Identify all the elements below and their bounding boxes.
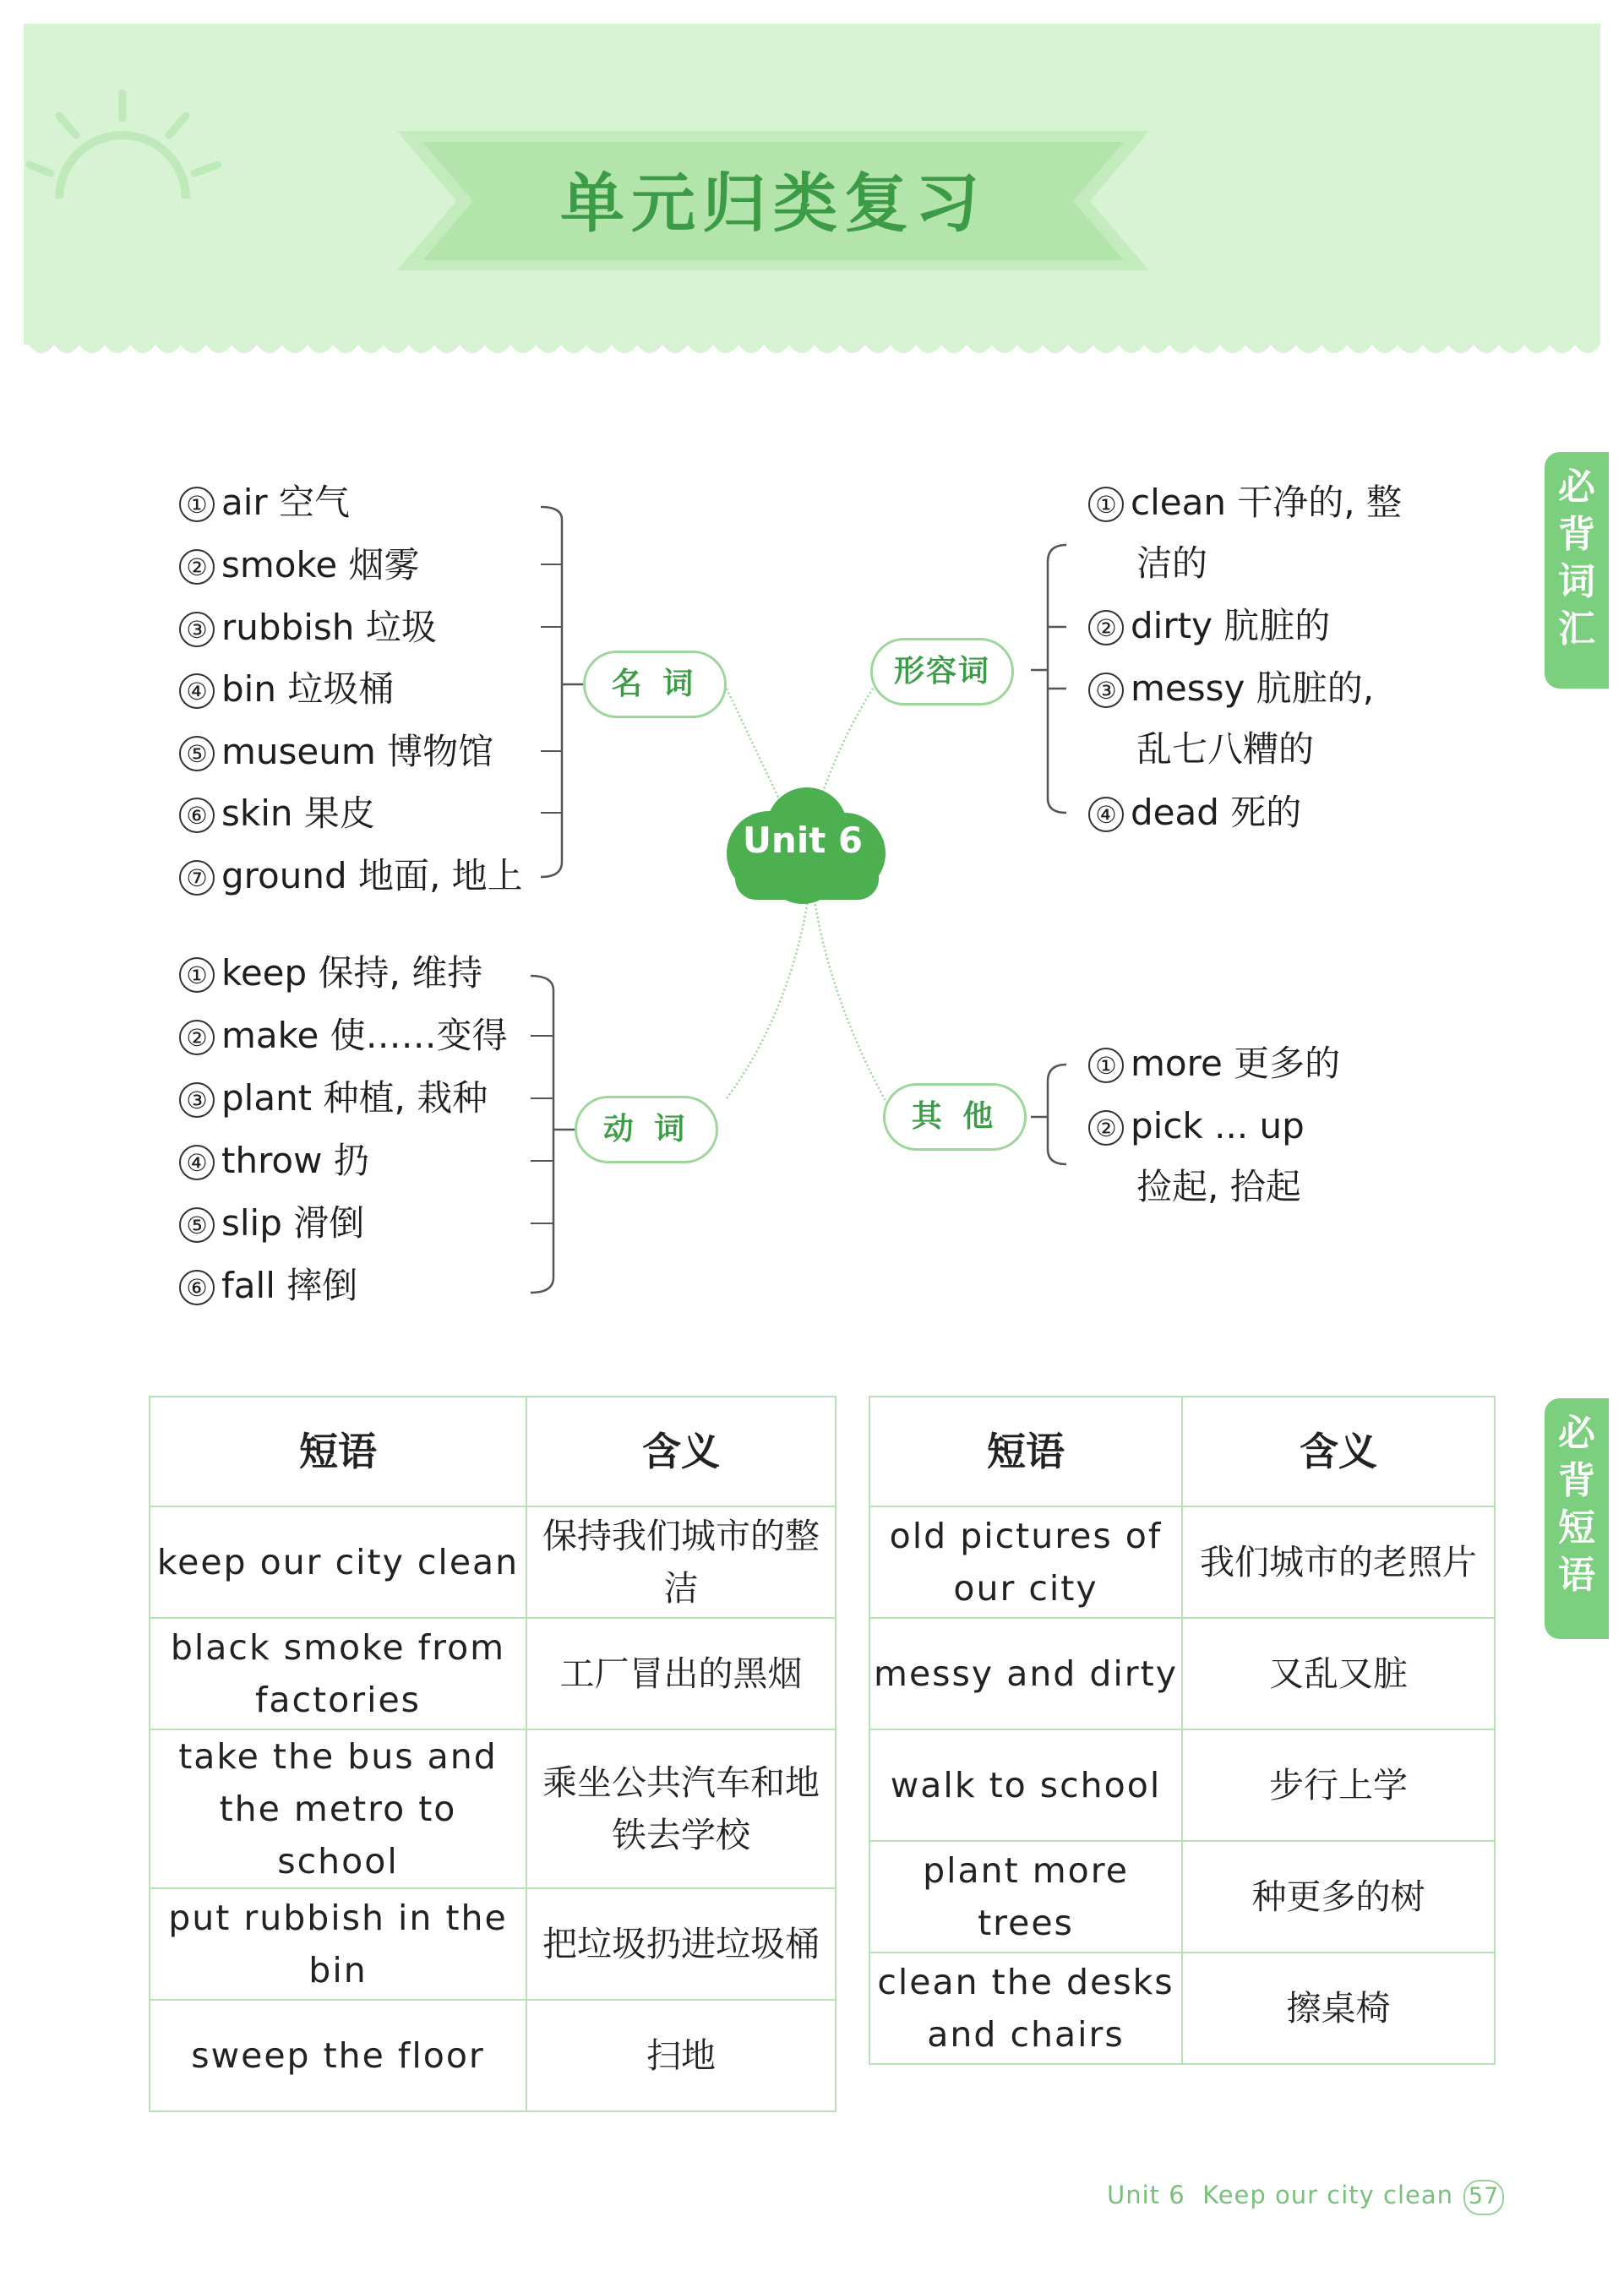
phrase-cell: walk to school: [869, 1729, 1182, 1841]
meaning-cell: 扫地: [526, 2000, 836, 2111]
item-text: ground 地面, 地上: [221, 855, 523, 896]
verb-item: [179, 1076, 488, 1121]
table-row: [150, 2000, 836, 2111]
meaning-cell: 又乱又脏: [1182, 1618, 1495, 1729]
meaning-cell: 把垃圾扔进垃圾桶: [526, 1888, 836, 2000]
phrase-table-left: [149, 1396, 837, 2112]
table-row: [869, 1952, 1495, 2064]
verb-item: [179, 1263, 357, 1309]
phrase-cell: clean the desks and chairs: [869, 1952, 1182, 2064]
adjective-item-continued: [1136, 727, 1314, 772]
table-row: [150, 1618, 836, 1729]
noun-item: [179, 729, 493, 775]
other-item: [1088, 1103, 1305, 1149]
item-number: ⑥: [179, 798, 215, 833]
item-number: ⑥: [179, 1270, 215, 1305]
item-text: bin 垃圾桶: [221, 668, 395, 710]
side-tab-phrases: [1545, 1398, 1609, 1639]
adjective-item: [1088, 666, 1374, 711]
item-number: ③: [179, 612, 215, 647]
other-item-continued: [1136, 1164, 1301, 1210]
adjective-item: [1088, 603, 1330, 649]
noun-item: [179, 542, 420, 588]
meaning-cell: 乘坐公共汽车和地铁去学校: [526, 1729, 836, 1888]
item-text: throw 扔: [221, 1140, 369, 1181]
phrase-cell: take the bus and the metro to school: [150, 1729, 526, 1888]
footer-unit-title: Unit 6 Keep our city clean: [1107, 2181, 1454, 2209]
item-text: 洁的: [1136, 542, 1208, 584]
item-text: messy 肮脏的,: [1131, 667, 1375, 709]
table-row: [869, 1729, 1495, 1841]
table-row: [869, 1506, 1495, 1618]
item-text: dead 死的: [1131, 792, 1302, 833]
table-row: [150, 1888, 836, 2000]
item-text: skin 果皮: [221, 792, 375, 834]
node-others: 其 他: [883, 1083, 1027, 1151]
page-footer: [1107, 2180, 1504, 2215]
item-number: ⑦: [179, 860, 215, 896]
item-number: ①: [179, 487, 215, 522]
item-number: ①: [1088, 1048, 1124, 1083]
meaning-cell: 工厂冒出的黑烟: [526, 1618, 836, 1729]
adjective-item-continued: [1136, 541, 1207, 586]
phrase-cell: old pictures of our city: [869, 1506, 1182, 1618]
item-text: keep 保持, 维持: [221, 952, 483, 994]
verb-item: [179, 1138, 369, 1184]
item-number: ⑤: [179, 736, 215, 771]
phrase-cell: black smoke from factories: [150, 1618, 526, 1729]
side-tab-vocabulary-label: 必背词汇: [1558, 466, 1595, 651]
item-text: pick ... up: [1131, 1105, 1305, 1146]
item-number: ⑤: [179, 1207, 215, 1243]
phrase-cell: put rubbish in the bin: [150, 1888, 526, 2000]
item-number: ④: [1088, 797, 1124, 832]
phrase-cell: plant more trees: [869, 1841, 1182, 1952]
item-text: rubbish 垃圾: [221, 607, 437, 648]
meaning-cell: 保持我们城市的整洁: [526, 1506, 836, 1618]
column-header-phrase: 短语: [869, 1397, 1182, 1506]
item-text: dirty 肮脏的: [1131, 605, 1331, 646]
item-number: ①: [179, 957, 215, 993]
item-text: 乱七八糟的: [1136, 728, 1315, 770]
item-text: plant 种植, 栽种: [221, 1077, 488, 1119]
item-number: ③: [179, 1082, 215, 1118]
item-number: ②: [179, 1020, 215, 1055]
page-title: 单元归类复习: [560, 166, 986, 241]
phrase-cell: keep our city clean: [150, 1506, 526, 1618]
phrase-cell: messy and dirty: [869, 1618, 1182, 1729]
meaning-cell: 种更多的树: [1182, 1841, 1495, 1952]
item-number: ④: [179, 1145, 215, 1180]
meaning-cell: 步行上学: [1182, 1729, 1495, 1841]
item-number: ④: [179, 673, 215, 709]
table-header-row: [869, 1397, 1495, 1506]
node-adjectives: 形容词: [870, 638, 1014, 705]
noun-item: [179, 480, 350, 526]
column-header-phrase: 短语: [150, 1397, 526, 1506]
item-text: fall 摔倒: [221, 1265, 358, 1306]
item-text: museum 博物馆: [221, 731, 494, 772]
item-text: air 空气: [221, 482, 351, 523]
phrase-table-right: [869, 1396, 1496, 2065]
item-text: clean 干净的, 整: [1131, 482, 1403, 523]
unit-center-label: Unit 6: [742, 820, 864, 861]
item-number: ②: [1088, 610, 1124, 645]
table-header-row: [150, 1397, 836, 1506]
node-verbs: 动 词: [575, 1096, 718, 1163]
item-text: more 更多的: [1131, 1043, 1341, 1084]
table-row: [869, 1841, 1495, 1952]
column-header-meaning: 含义: [526, 1397, 836, 1506]
item-number: ②: [179, 549, 215, 585]
meaning-cell: 我们城市的老照片: [1182, 1506, 1495, 1618]
adjective-item: [1088, 480, 1402, 526]
table-row: [150, 1506, 836, 1618]
item-number: ①: [1088, 487, 1124, 522]
verb-item: [179, 1201, 364, 1246]
item-text: 捡起, 拾起: [1136, 1166, 1301, 1207]
meaning-cell: 擦桌椅: [1182, 1952, 1495, 2064]
noun-item: [179, 791, 375, 836]
noun-item: [179, 667, 394, 712]
phrase-cell: sweep the floor: [150, 2000, 526, 2111]
verb-item: [179, 950, 482, 996]
table-row: [150, 1729, 836, 1888]
item-text: slip 滑倒: [221, 1202, 365, 1244]
verb-item: [179, 1013, 508, 1059]
noun-item: [179, 605, 437, 651]
node-nouns: 名 词: [583, 651, 727, 718]
item-number: ②: [1088, 1110, 1124, 1146]
adjective-item: [1088, 790, 1301, 836]
item-text: make 使……变得: [221, 1015, 508, 1056]
column-header-meaning: 含义: [1182, 1397, 1495, 1506]
noun-item: [179, 853, 523, 899]
item-text: smoke 烟雾: [221, 544, 420, 585]
item-number: ③: [1088, 673, 1124, 708]
table-row: [869, 1618, 1495, 1729]
page-number: 57: [1463, 2180, 1504, 2215]
side-tab-phrases-label: 必背短语: [1558, 1412, 1595, 1597]
other-item: [1088, 1041, 1340, 1087]
